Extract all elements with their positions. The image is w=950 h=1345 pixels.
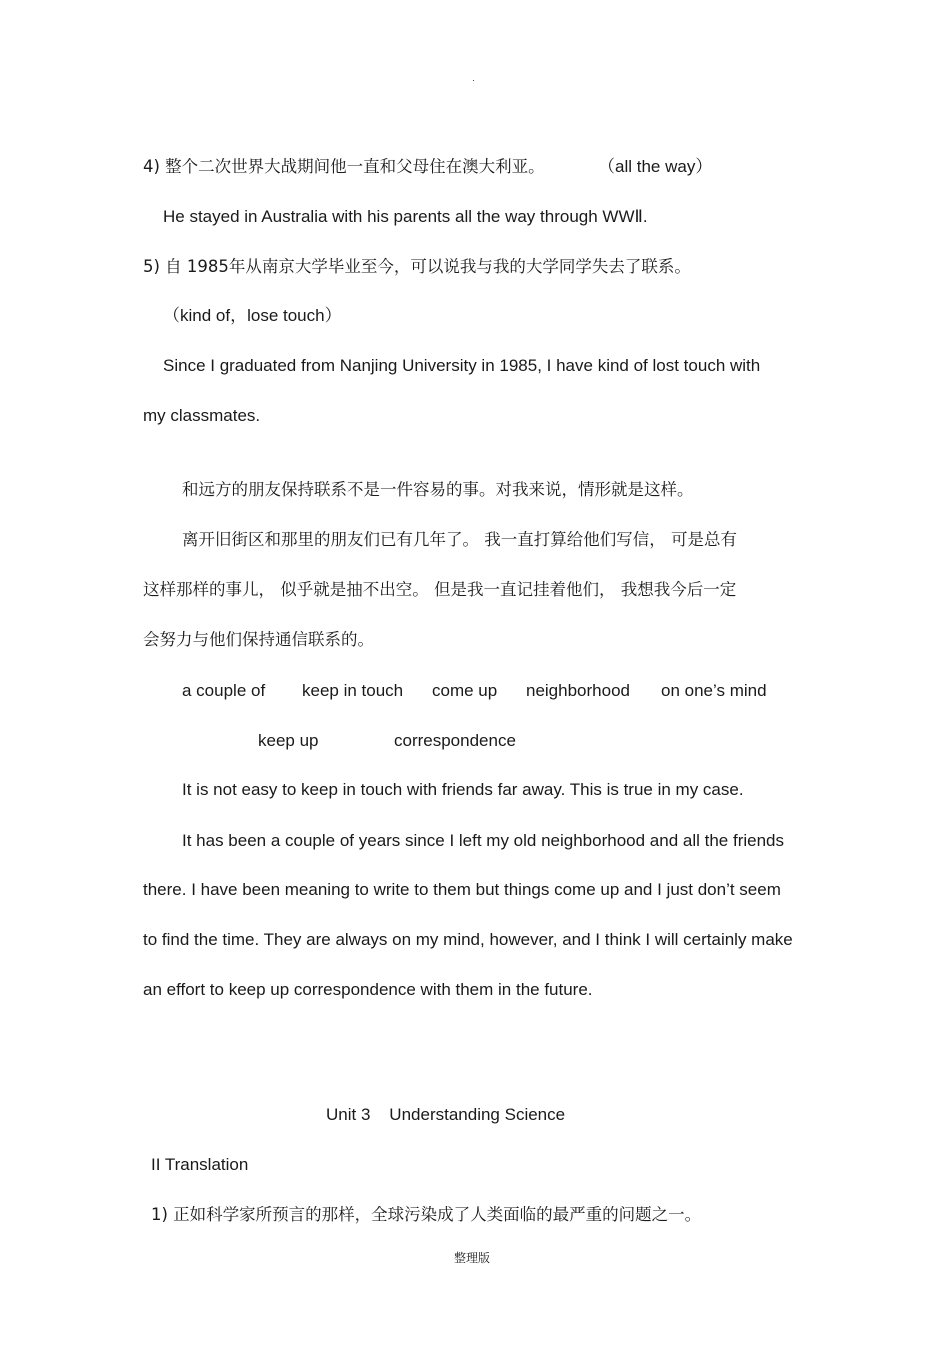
q5-en-part1: Since I graduated from Nanjing University in 1985, I have	[163, 356, 598, 375]
section-heading: II Translation	[151, 1155, 249, 1174]
vocab-item: come up	[432, 681, 498, 700]
vocab-item: keep in touch	[302, 681, 404, 700]
q4-en-part2: all the way	[454, 207, 536, 226]
passage-en-line1: It is not easy to keep in touch with friends far away. This is true in my case.	[182, 780, 744, 799]
q4-en-part1: He stayed in Australia with his parents	[163, 207, 455, 226]
vocab-item: on one’s mind	[661, 681, 767, 700]
q5-en-part3: lost touch with	[647, 356, 761, 375]
q4-hint: （all the way）	[598, 157, 713, 176]
passage-en-line2: It has been a couple of years since I left my old neighborhood and all the friends	[182, 831, 784, 850]
vocab-item: neighborhood	[526, 681, 630, 700]
q5-hint: （kind of，lose touch）	[163, 306, 342, 325]
q5-en-part2: kind of	[597, 356, 648, 375]
unit-title: Unit 3 Understanding Science	[326, 1105, 566, 1124]
q4-english	[163, 207, 648, 227]
passage-cn-line1: 和远方的朋友保持联系不是一件容易的事。对我来说，情形就是这样。	[182, 480, 694, 499]
q4-en-part3: through WWⅡ.	[535, 207, 648, 226]
vocab-item: keep up	[258, 731, 319, 750]
header-mark: ·	[472, 75, 475, 85]
passage-cn-line3: 这样那样的事儿， 似乎就是抽不出空。 但是我一直记挂着他们， 我想我今后一定	[143, 580, 737, 599]
passage-cn-line4: 会努力与他们保持通信联系的。	[143, 630, 374, 649]
q5-chinese: 5) 自 1985年从南京大学毕业至今，可以说我与我的大学同学失去了联系。	[143, 257, 691, 276]
passage-en-line4: to find the time. They are always on my mind, however, and I think I will certainly make	[143, 930, 793, 949]
passage-en-line3: there. I have been meaning to write to them but things come up and I just don’t seem	[143, 880, 781, 899]
vocab-item: correspondence	[394, 731, 516, 750]
q5-english-line1	[163, 356, 760, 376]
q5-english-line2: my classmates.	[143, 406, 261, 425]
vocab-item: a couple of	[182, 681, 266, 700]
passage-en-line5: an effort to keep up correspondence with them in the future.	[143, 980, 593, 999]
q4-chinese: 4) 整个二次世界大战期间他一直和父母住在澳大利亚。	[143, 157, 545, 176]
unit3-q1-chinese: 1) 正如科学家所预言的那样，全球污染成了人类面临的最严重的问题之一。	[151, 1205, 702, 1224]
page-footer: 整理版	[454, 1251, 491, 1265]
passage-cn-line2: 离开旧街区和那里的朋友们已有几年了。 我一直打算给他们写信， 可是总有	[182, 530, 737, 549]
